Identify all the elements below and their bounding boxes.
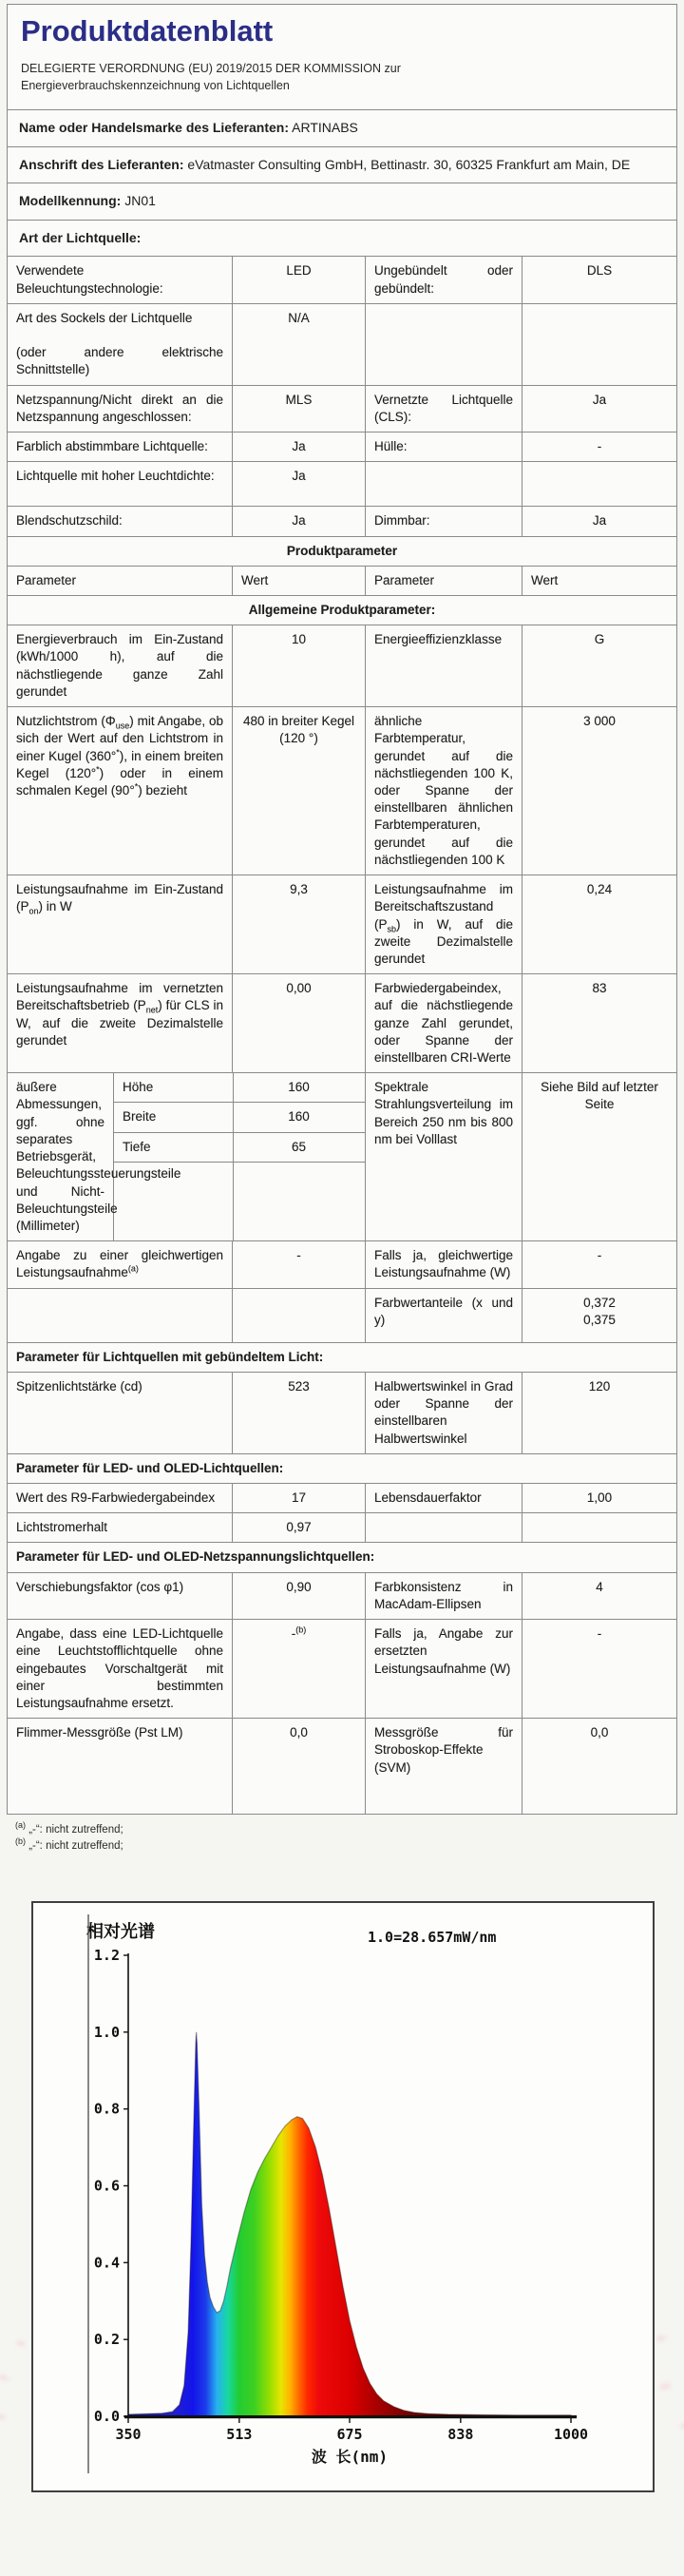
info-row-value: eVatmaster Consulting GmbH, Bettinastr. 30, 60325 Frankfurt am Main, DE: [183, 156, 631, 172]
value-cell: Wert: [531, 572, 559, 587]
value-cell: -: [597, 439, 602, 454]
info-row-label: Name oder Handelsmarke des Lieferanten:: [19, 120, 289, 135]
dimension-label: Breite: [123, 1109, 157, 1125]
parameter-cell: Parameter: [8, 567, 233, 595]
parameter-cell: Parameter: [366, 567, 522, 595]
value-cell: 4: [596, 1579, 603, 1594]
parameter-cell: Leistungsaufnahme im vernetzten Bereitschaftsbetrieb $(P_{net})$ für CLS in W, auf die zweite Dezimalstelle gerundet: [8, 974, 233, 1072]
section-header-row: [8, 537, 676, 567]
parameter-cell: Verwendete Beleuchtungstechnologie:: [8, 257, 233, 302]
spectral-distribution-chart: [31, 1901, 655, 2492]
parameter-cell: Farbwertanteile (x und y): [366, 1289, 522, 1342]
parameter-cell: Hülle:: [366, 433, 522, 461]
dimension-subrow: [114, 1103, 365, 1132]
section-header-row: [8, 1543, 676, 1572]
value-cell: Wert: [233, 567, 366, 595]
value-cell: G: [594, 632, 605, 647]
dimension-label: Tiefe: [123, 1139, 151, 1154]
value-cell: Ja: [592, 513, 607, 529]
value-cell: 0,0: [590, 1725, 609, 1740]
parameter-cell: Falls ja, gleichwertige Leistungsaufnahme (W): [366, 1241, 522, 1287]
section-header: Produktparameter: [286, 543, 398, 558]
table-row: [8, 1289, 676, 1343]
info-row: [8, 110, 676, 147]
dimension-label: Höhe: [123, 1080, 154, 1095]
value-cell: 0,24: [586, 882, 613, 897]
parameter-cell: Blendschutzschild:: [8, 507, 233, 535]
value-cell: -: [233, 1241, 366, 1287]
parameter-cell: Ungebündelt oder gebündelt:: [366, 257, 522, 302]
info-row-value: ARTINABS: [289, 120, 358, 135]
parameter-cell: Dimmbar:: [366, 507, 522, 535]
x-axis-tick-label: 350: [115, 2426, 142, 2444]
table-row: [8, 304, 676, 386]
table-row: [8, 1241, 676, 1288]
info-row: [8, 183, 676, 221]
parameter-cell: Art des Sockels der Lichtquelle (oder andere elektrische Schnittstelle): [8, 304, 233, 385]
info-row: [8, 221, 676, 257]
value-cell: [522, 1513, 676, 1542]
dimension-subtable: [114, 1073, 366, 1240]
table-row: [8, 1373, 676, 1454]
parameter-cell: Farbwiedergabeindex, auf die nächstliegende ganze Zahl gerundet, oder Spanne der einstellbaren CRI-Werte: [366, 974, 522, 1072]
y-axis-tick-label: 0.2: [93, 2331, 120, 2349]
spectrum-area: [128, 2032, 571, 2416]
y-axis-tick-label: 0.8: [93, 2100, 120, 2118]
table-row: [8, 257, 676, 303]
footnote-line: $^{(a)}$ „-“: nicht zutreffend;: [15, 1820, 124, 1836]
parameter-cell: [8, 1289, 233, 1342]
scanned-product-datasheet: [0, 4, 684, 2576]
table-row-dimensions: [8, 1073, 676, 1241]
x-axis-title: 波 长(nm): [311, 2448, 389, 2467]
value-cell: 3 000: [583, 714, 616, 729]
footnotes: [15, 1820, 669, 1853]
parameter-cell: [366, 1513, 522, 1542]
dimension-subrow: [114, 1073, 365, 1103]
title-block: [8, 5, 676, 110]
value-cell: [522, 304, 676, 385]
value-cell: 9,3: [233, 875, 366, 973]
parameter-cell: Energieeffizienzklasse: [366, 625, 522, 706]
parameter-cell: Farbkonsistenz in MacAdam-Ellipsen: [366, 1573, 522, 1619]
page-title: Produktdatenblatt: [21, 14, 274, 48]
table-row: [8, 507, 676, 536]
table-row: [8, 1484, 676, 1513]
x-axis: [124, 2415, 577, 2418]
table-row: [8, 1573, 676, 1620]
y-axis-tick-label: 0.4: [93, 2254, 120, 2272]
value-cell: [522, 462, 676, 506]
parameter-cell: Vernetzte Lichtquelle (CLS):: [366, 386, 522, 432]
parameter-cell: Falls ja, Angabe zur ersetzten Leistungsaufnahme (W): [366, 1620, 522, 1718]
info-row-label: Art der Lichtquelle:: [19, 229, 142, 245]
parameter-cell: Lebensdauerfaktor: [366, 1484, 522, 1512]
value-cell: Ja: [233, 462, 366, 506]
section-header: Allgemeine Produktparameter:: [248, 603, 436, 617]
value-cell: Siehe Bild auf letzter Seite: [541, 1080, 658, 1112]
parameter-cell: Netzspannung/Nicht direkt an die Netzspannung angeschlossen:: [8, 386, 233, 432]
parameter-cell: Halbwertswinkel in Grad oder Spanne der einstellbaren Halbwertswinkel: [366, 1373, 522, 1453]
dimension-value: 160: [288, 1080, 310, 1095]
value-cell: 0,372 0,375: [583, 1295, 616, 1327]
parameter-cell: Spektrale Strahlungsverteilung im Bereich 250 nm bis 800 nm bei Volllast: [366, 1073, 522, 1240]
value-cell: [233, 1289, 366, 1342]
x-axis-tick-label: 1000: [553, 2426, 589, 2444]
footnote-line: $^{(b)}$ „-“: nicht zutreffend;: [15, 1836, 124, 1853]
table-row: [8, 386, 676, 433]
chart-title: 相对光谱: [86, 1922, 155, 1943]
parameter-cell: [366, 462, 522, 506]
section-header: Parameter für LED- und OLED-Netzspannungslichtquellen:: [16, 1549, 375, 1565]
parameter-cell: Leistungsaufnahme im Bereitschaftszustand $(P_{sb})$ in W, auf die zweite Dezimalstelle gerundet: [366, 875, 522, 973]
table-row: [8, 433, 676, 462]
info-row-label: Anschrift des Lieferanten:: [19, 156, 184, 172]
value-cell: 523: [233, 1373, 366, 1453]
parameter-cell: Energieverbrauch im Ein-Zustand (kWh/1000 h), auf die nächstliegende ganze Zahl gerundet: [8, 625, 233, 706]
dimension-value: 65: [291, 1139, 307, 1154]
table-row: [8, 707, 676, 875]
value-cell: Ja: [233, 433, 366, 461]
product-parameter-table: [8, 257, 676, 1814]
parameter-cell: Wert des R9-Farbwiedergabeindex: [8, 1484, 233, 1512]
table-row: [8, 625, 676, 707]
parameter-cell: Angabe, dass eine LED-Lichtquelle eine Leuchtstofflichtquelle ohne eingebautes Vorschaltgerät mit einer bestimmten Leistungsaufnahme ersetzt.: [8, 1620, 233, 1718]
value-cell: 1,00: [586, 1490, 613, 1505]
table-row: [8, 1620, 676, 1719]
value-cell: 120: [588, 1378, 611, 1394]
dimension-value: 160: [288, 1109, 310, 1125]
value-cell: 0,90: [233, 1573, 366, 1619]
value-cell: -$^{(b)}$: [233, 1620, 366, 1718]
regulation-subtitle-line1: DELEGIERTE VERORDNUNG (EU) 2019/2015 DER KOMMISSION zur: [21, 62, 401, 75]
section-header: Parameter für LED- und OLED-Lichtquellen:: [16, 1460, 284, 1475]
value-cell: MLS: [233, 386, 366, 432]
parameter-cell: Lichtstromerhalt: [8, 1513, 233, 1542]
y-axis-tick-label: 0.6: [93, 2177, 120, 2195]
value-cell: Ja: [592, 392, 607, 407]
info-row-label: Modellkennung:: [19, 193, 122, 209]
x-axis-tick-label: 675: [336, 2426, 363, 2444]
value-cell: Ja: [233, 507, 366, 535]
parameter-cell: Verschiebungsfaktor (cos φ1): [8, 1573, 233, 1619]
parameter-cell: Angabe zu einer gleichwertigen Leistungsaufnahme$^{(a)}$: [8, 1241, 233, 1287]
table-row: [8, 974, 676, 1073]
parameter-cell: Nutzlichtstrom $(\Phi_{use})$ mit Angabe, ob sich der Wert auf den Lichtstrom in einer Kugel (360°*), in einem breiten Kegel (120°*) oder in einem schmalen Kegel (90°*) bezieht: [8, 707, 233, 875]
datasheet-document: [7, 4, 677, 1815]
info-row-value: JN01: [121, 193, 156, 209]
section-header-row: [8, 1343, 676, 1373]
info-row: [8, 147, 676, 184]
parameter-cell: Spitzenlichtstärke (cd): [8, 1373, 233, 1453]
table-row: [8, 567, 676, 596]
chart-svg: [33, 1903, 653, 2490]
value-cell: -: [597, 1626, 602, 1642]
value-cell: 83: [592, 981, 607, 996]
parameter-cell: Flimmer-Messgröße (Pst LM): [8, 1719, 233, 1814]
value-cell: 480 in breiter Kegel (120 °): [233, 707, 366, 875]
table-row: [8, 1719, 676, 1814]
parameter-cell: Leistungsaufnahme im Ein-Zustand $(P_{on})$ in W: [8, 875, 233, 973]
y-axis-tick-label: 0.0: [93, 2408, 120, 2426]
section-header-row: [8, 1454, 676, 1484]
parameter-cell: Farblich abstimmbare Lichtquelle:: [8, 433, 233, 461]
value-cell: DLS: [586, 263, 613, 279]
regulation-subtitle-line2: Energieverbrauchskennzeichnung von Lichtquellen: [21, 79, 290, 93]
parameter-cell: Messgröße für Stroboskop-Effekte (SVM): [366, 1719, 522, 1814]
regulation-subtitle: [21, 60, 663, 94]
x-axis-tick-label: 838: [447, 2426, 474, 2444]
y-axis-tick-label: 1.2: [93, 1947, 120, 1965]
chart-scale-annotation: 1.0=28.657mW/nm: [368, 1929, 497, 1947]
dimension-subrow: [114, 1133, 365, 1163]
parameter-cell: äußere Abmessungen, ggf. ohne separates Betriebsgerät, Beleuchtungssteuerungsteile und Nicht-Beleuchtungsteile (Millimeter): [8, 1073, 114, 1240]
section-header: Parameter für Lichtquellen mit gebündeltem Licht:: [16, 1349, 324, 1364]
table-row: [8, 1513, 676, 1543]
table-row: [8, 875, 676, 974]
table-row: [8, 462, 676, 507]
parameter-cell: ähnliche Farbtemperatur, gerundet auf die nächstliegenden 100 K, oder Spanne der einstellbaren ähnlichen Farbtemperaturen, gerundet auf die nächstliegenden 100 K: [366, 707, 522, 875]
parameter-cell: [366, 304, 522, 385]
supplier-info-rows: [8, 110, 676, 257]
value-cell: N/A: [233, 304, 366, 385]
value-cell: 10: [233, 625, 366, 706]
x-axis-tick-label: 513: [226, 2426, 253, 2444]
value-cell: 0,00: [233, 974, 366, 1072]
parameter-cell: Lichtquelle mit hoher Leuchtdichte:: [8, 462, 233, 506]
value-cell: 0,0: [233, 1719, 366, 1814]
y-axis-tick-label: 1.0: [93, 2023, 120, 2041]
value-cell: -: [597, 1248, 602, 1263]
section-header-row: [8, 596, 676, 625]
value-cell: LED: [233, 257, 366, 302]
value-cell: 17: [233, 1484, 366, 1512]
value-cell: 0,97: [233, 1513, 366, 1542]
